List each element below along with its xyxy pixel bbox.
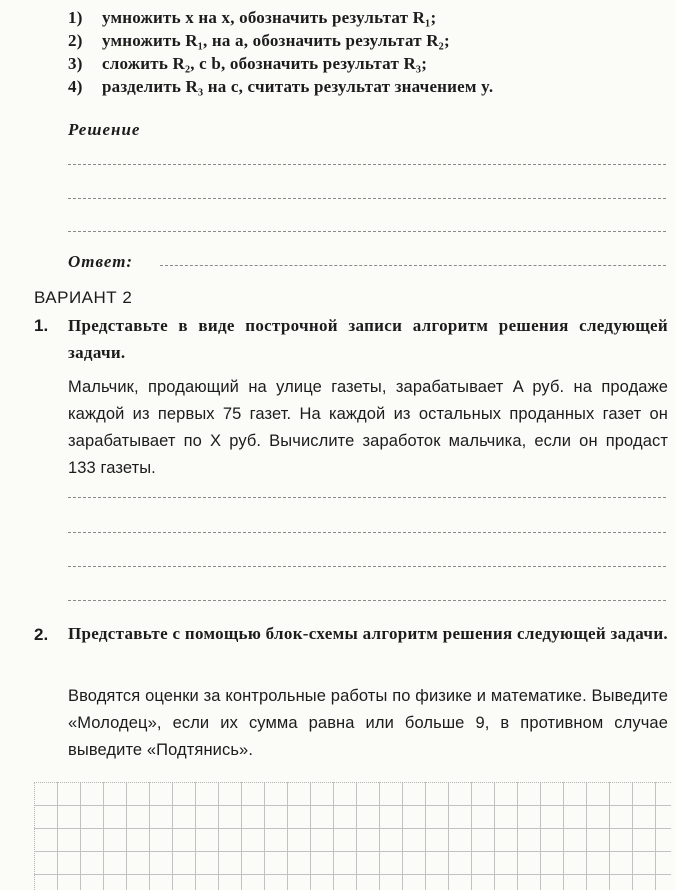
task-2-number: 2.	[34, 625, 49, 644]
task-1-number: 1.	[34, 316, 49, 335]
task-2-title: Представьте с помощью блок-схемы алгоритм решения следующей задачи.	[68, 624, 668, 643]
algorithm-steps	[68, 6, 668, 98]
task-1-line-1[interactable]	[68, 497, 666, 498]
solution-line-2[interactable]	[68, 198, 666, 199]
task-1-title: Представьте в виде построчной записи алгоритм решения следующей задачи.	[68, 316, 668, 362]
step-2: 2) умножить R₁, на a, обозначить результат R₂;	[68, 31, 450, 50]
task-1-line-4[interactable]	[68, 600, 666, 601]
step-3: 3) сложить R₂, с b, обозначить результат R₃;	[68, 54, 428, 73]
answer-label: Ответ:	[68, 252, 134, 271]
step-1: 1) умножить x на x, обозначить результат R₁;	[68, 8, 437, 27]
step-4: 4) разделить R₃ на c, считать результат значением y.	[68, 77, 494, 96]
solution-line-1[interactable]	[68, 164, 666, 165]
solution-line-3[interactable]	[68, 231, 666, 232]
answer-line[interactable]	[160, 265, 666, 266]
variant-heading: ВАРИАНТ 2	[34, 288, 133, 307]
task-2-text: Вводятся оценки за контрольные работы по физике и математике. Выведите «Молодец», если их сумма равна или больше 9, в противном случае выведите «Подтянись».	[68, 687, 668, 759]
answer-grid[interactable]	[34, 782, 671, 890]
solution-label: Решение	[68, 120, 141, 139]
task-1-text: Мальчик, продающий на улице газеты, зарабатывает A руб. на продаже каждой из первых 75 газет. На каждой из остальных проданных газет он зарабатывает по X руб. Вычислите заработок мальчика, если он продаст 133 газеты.	[68, 378, 668, 477]
task-1-line-2[interactable]	[68, 532, 666, 533]
task-1-line-3[interactable]	[68, 566, 666, 567]
